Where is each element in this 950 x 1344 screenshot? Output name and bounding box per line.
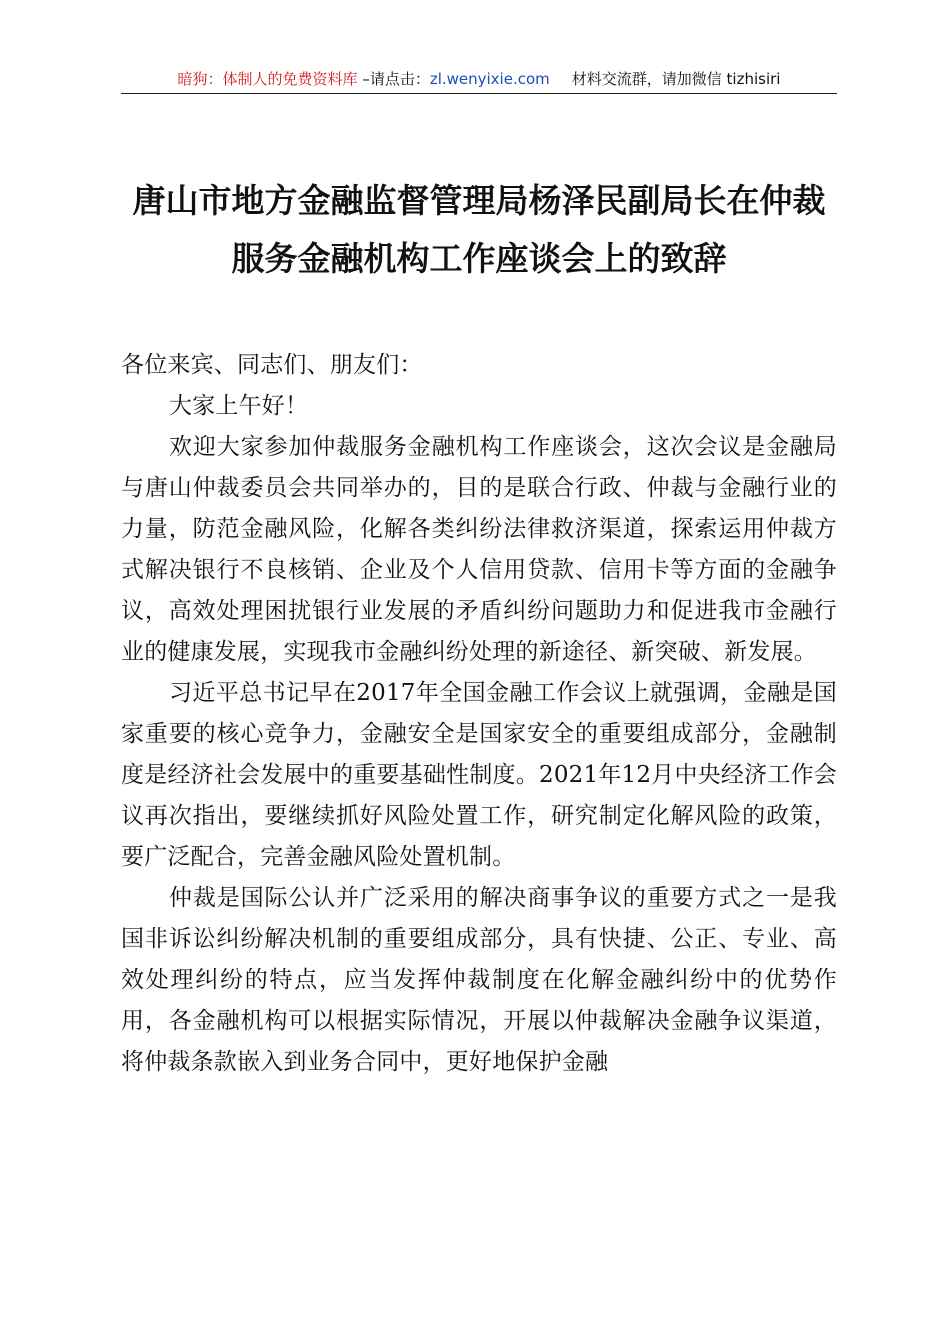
header-wechat-text: 材料交流群，请加微信 tizhisiri xyxy=(571,70,781,88)
paragraph: 习近平总书记早在2017年全国金融工作会议上就强调，金融是国家重要的核心竞争力，金融安全是国家安全的重要组成部分，金融制度是经济社会发展中的重要基础性制度。2021年12月中央经济工作会议再次指出，要继续抓好风险处置工作，研究制定化解风险的政策，要广泛配合，完善金融风险处置机制。 xyxy=(121,680,837,870)
salutation: 各位来宾、同志们、朋友们： xyxy=(121,352,423,378)
header-divider xyxy=(121,93,837,94)
paragraph: 大家上午好！ xyxy=(169,393,309,419)
header-promo-text: 暗狗：体制人的免费资料库 xyxy=(177,70,363,88)
header-url-link[interactable]: zl.wenyixie.com xyxy=(429,70,550,88)
page-header xyxy=(121,66,837,92)
document-body xyxy=(121,345,837,1083)
document-title: 唐山市地方金融监督管理局杨泽民副局长在仲裁服务金融机构工作座谈会上的致辞 xyxy=(132,181,826,278)
paragraph: 仲裁是国际公认并广泛采用的解决商事争议的重要方式之一是我国非诉讼纠纷解决机制的重要组成部分，具有快捷、公正、专业、高效处理纠纷的特点，应当发挥仲裁制度在化解金融纠纷中的优势作用，各金融机构可以根据实际情况，开展以仲裁解决金融争议渠道，将仲裁条款嵌入到业务合同中，更好地保护金融 xyxy=(121,885,837,1075)
paragraph: 欢迎大家参加仲裁服务金融机构工作座谈会，这次会议是金融局与唐山仲裁委员会共同举办的，目的是联合行政、仲裁与金融行业的力量，防范金融风险，化解各类纠纷法律救济渠道，探索运用仲裁方式解决银行不良核销、企业及个人信用贷款、信用卡等方面的金融争议，高效处理困扰银行业发展的矛盾纠纷问题助力和促进我市金融行业的健康发展，实现我市金融纠纷处理的新途径、新突破、新发展。 xyxy=(121,434,837,665)
header-click-prefix: –请点击： xyxy=(362,70,430,88)
